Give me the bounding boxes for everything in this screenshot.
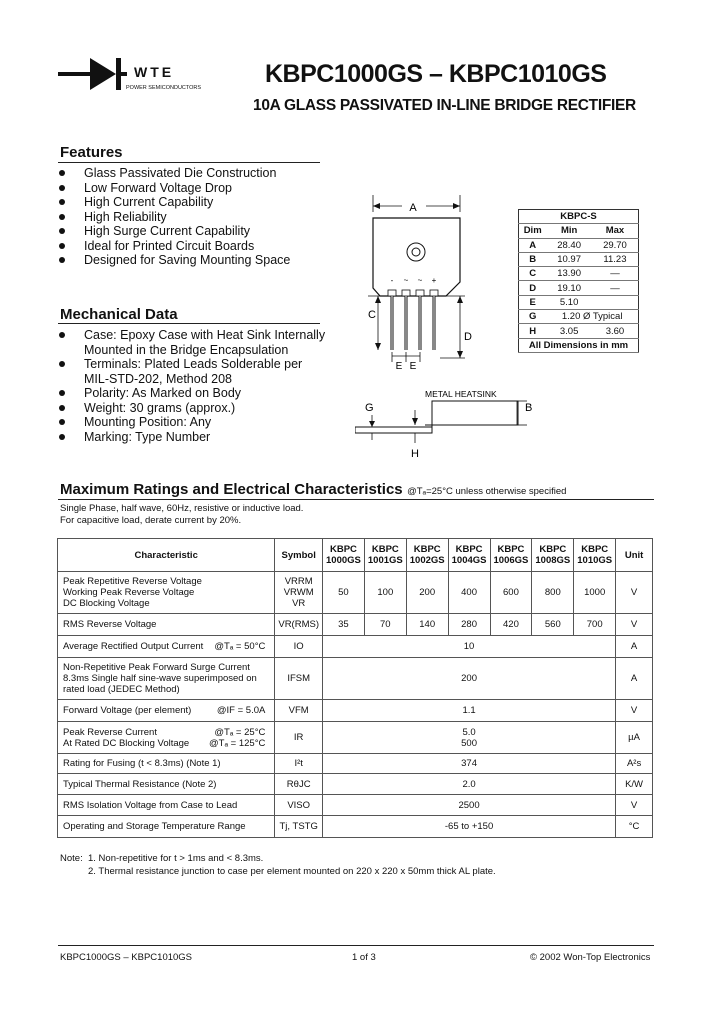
dim-label-h: H — [411, 448, 419, 460]
dimension-table-footer: All Dimensions in mm — [519, 338, 639, 352]
table-row: D 19.10 — — [519, 281, 639, 295]
table-row: G 1.20 Ø Typical — [519, 310, 639, 324]
heatsink-label: METAL HEATSINK — [425, 389, 497, 399]
list-item: High Current Capability — [58, 195, 328, 210]
dim-label-b: B — [525, 402, 533, 414]
logo-brand: WTE — [134, 64, 175, 80]
note-1: 1. Non-repetitive for t > 1ms and < 8.3ms. — [88, 853, 264, 864]
dimension-header: Max — [592, 224, 639, 238]
list-item: Mounting Position: Any — [58, 415, 328, 430]
pin-mark-ac2: ~ — [417, 276, 423, 285]
ratings-table — [57, 538, 653, 838]
footer-page-number: 1 of 3 — [352, 952, 376, 963]
part-number-header: KBPC 1010GS — [574, 539, 616, 572]
footer-copyright: © 2002 Won-Top Electronics — [530, 952, 651, 963]
pin-mark-plus: + — [431, 276, 437, 285]
ratings-heading: Maximum Ratings and Electrical Characteristics — [60, 481, 403, 498]
list-item: Case: Epoxy Case with Heat Sink Internally Mounted in the Bridge Encapsulation — [58, 328, 328, 357]
footer-part-range: KBPC1000GS – KBPC1010GS — [60, 952, 193, 963]
list-item: Terminals: Plated Leads Solderable per MIL-STD-202, Method 208 — [58, 357, 328, 386]
list-item: Marking: Type Number — [58, 430, 328, 445]
list-item: Ideal for Printed Circuit Boards — [58, 239, 328, 254]
table-row: Forward Voltage (per element) @IF = 5.0A VFM 1.1 V — [58, 700, 653, 722]
ratings-condition: @Tₐ=25°C unless otherwise specified — [407, 486, 567, 497]
dim-label-a: A — [409, 202, 417, 214]
table-row: H 3.05 3.60 — [519, 324, 639, 338]
table-row: E 5.10 — [519, 295, 639, 309]
part-number-header: KBPC 1001GS — [364, 539, 406, 572]
mechanical-list — [58, 328, 328, 444]
table-row: Peak Reverse Current @Tₐ = 25°C At Rated DC Blocking Voltage @Tₐ = 125°C IR 5.0 500 µA — [58, 722, 653, 754]
footer-divider — [58, 945, 654, 946]
features-list — [58, 166, 328, 268]
ratings-divider — [58, 499, 654, 500]
list-item: High Surge Current Capability — [58, 224, 328, 239]
note-2: 2. Thermal resistance junction to case per element mounted on 220 x 220 x 50mm thick AL plate. — [88, 866, 496, 877]
table-row: B 10.97 11.23 — [519, 252, 639, 266]
mechanical-heading: Mechanical Data — [60, 306, 178, 323]
part-number-header: KBPC 1006GS — [490, 539, 532, 572]
table-row: A 28.40 29.70 — [519, 238, 639, 252]
dimension-table — [518, 209, 639, 353]
features-heading: Features — [60, 144, 123, 161]
features-divider — [58, 162, 320, 163]
part-number-header: KBPC 1002GS — [406, 539, 448, 572]
dim-label-d: D — [464, 331, 472, 343]
list-item: Designed for Saving Mounting Space — [58, 253, 328, 268]
pin-mark-ac1: ~ — [403, 276, 409, 285]
table-row: Operating and Storage Temperature Range Tj, TSTG -65 to +150 °C — [58, 816, 653, 838]
table-row: RMS Reverse Voltage VR(RMS) 35 70 140 280 420 560 700 V — [58, 614, 653, 636]
table-row: Non-Repetitive Peak Forward Surge Current 8.3ms Single half sine-wave superimposed on rated load (JEDEC Method) IFSM 200 A — [58, 658, 653, 700]
notes-label: Note: — [60, 853, 83, 864]
list-item: High Reliability — [58, 210, 328, 225]
list-item: Weight: 30 grams (approx.) — [58, 401, 328, 416]
ratings-note-2: For capacitive load, derate current by 20%. — [60, 515, 242, 526]
list-item: Polarity: As Marked on Body — [58, 386, 328, 401]
list-item: Low Forward Voltage Drop — [58, 181, 328, 196]
column-header-symbol: Symbol — [275, 539, 323, 572]
table-row: RMS Isolation Voltage from Case to Lead VISO 2500 V — [58, 795, 653, 816]
side-view-diagram — [355, 385, 535, 465]
dim-label-g: G — [365, 402, 374, 414]
dim-label-e2: E — [409, 361, 417, 372]
part-number-header: KBPC 1004GS — [448, 539, 490, 572]
mechanical-divider — [58, 323, 320, 324]
page-title: KBPC1000GS – KBPC1010GS — [265, 60, 607, 88]
page-subtitle: 10A GLASS PASSIVATED IN-LINE BRIDGE RECTIFIER — [253, 97, 636, 114]
company-logo — [58, 52, 208, 94]
part-number-header: KBPC 1008GS — [532, 539, 574, 572]
pin-mark-minus: - — [390, 276, 394, 285]
table-row: Average Rectified Output Current @Tₐ = 50°C IO 10 A — [58, 636, 653, 658]
table-row: Rating for Fusing (t < 8.3ms) (Note 1) I²t 374 A²s — [58, 754, 653, 774]
dim-label-e1: E — [395, 361, 403, 372]
logo-tagline: POWER SEMICONDUCTORS — [126, 85, 202, 91]
dimension-table-package: KBPC-S — [519, 210, 639, 224]
dim-label-c: C — [368, 309, 376, 321]
dimension-header: Dim — [519, 224, 547, 238]
table-row: Typical Thermal Resistance (Note 2) RθJC 2.0 K/W — [58, 774, 653, 795]
column-header-unit: Unit — [616, 539, 653, 572]
dimension-header: Min — [546, 224, 592, 238]
column-header-characteristic: Characteristic — [58, 539, 275, 572]
table-row: Peak Repetitive Reverse Voltage Working Peak Reverse Voltage DC Blocking Voltage VRRM VRWM VR 50 100 200 400 600 800 1000 V — [58, 572, 653, 614]
part-number-header: KBPC 1000GS — [323, 539, 365, 572]
ratings-note-1: Single Phase, half wave, 60Hz, resistive or inductive load. — [60, 503, 304, 514]
ratings-heading-row — [60, 481, 566, 499]
list-item: Glass Passivated Die Construction — [58, 166, 328, 181]
table-row: C 13.90 — — [519, 267, 639, 281]
